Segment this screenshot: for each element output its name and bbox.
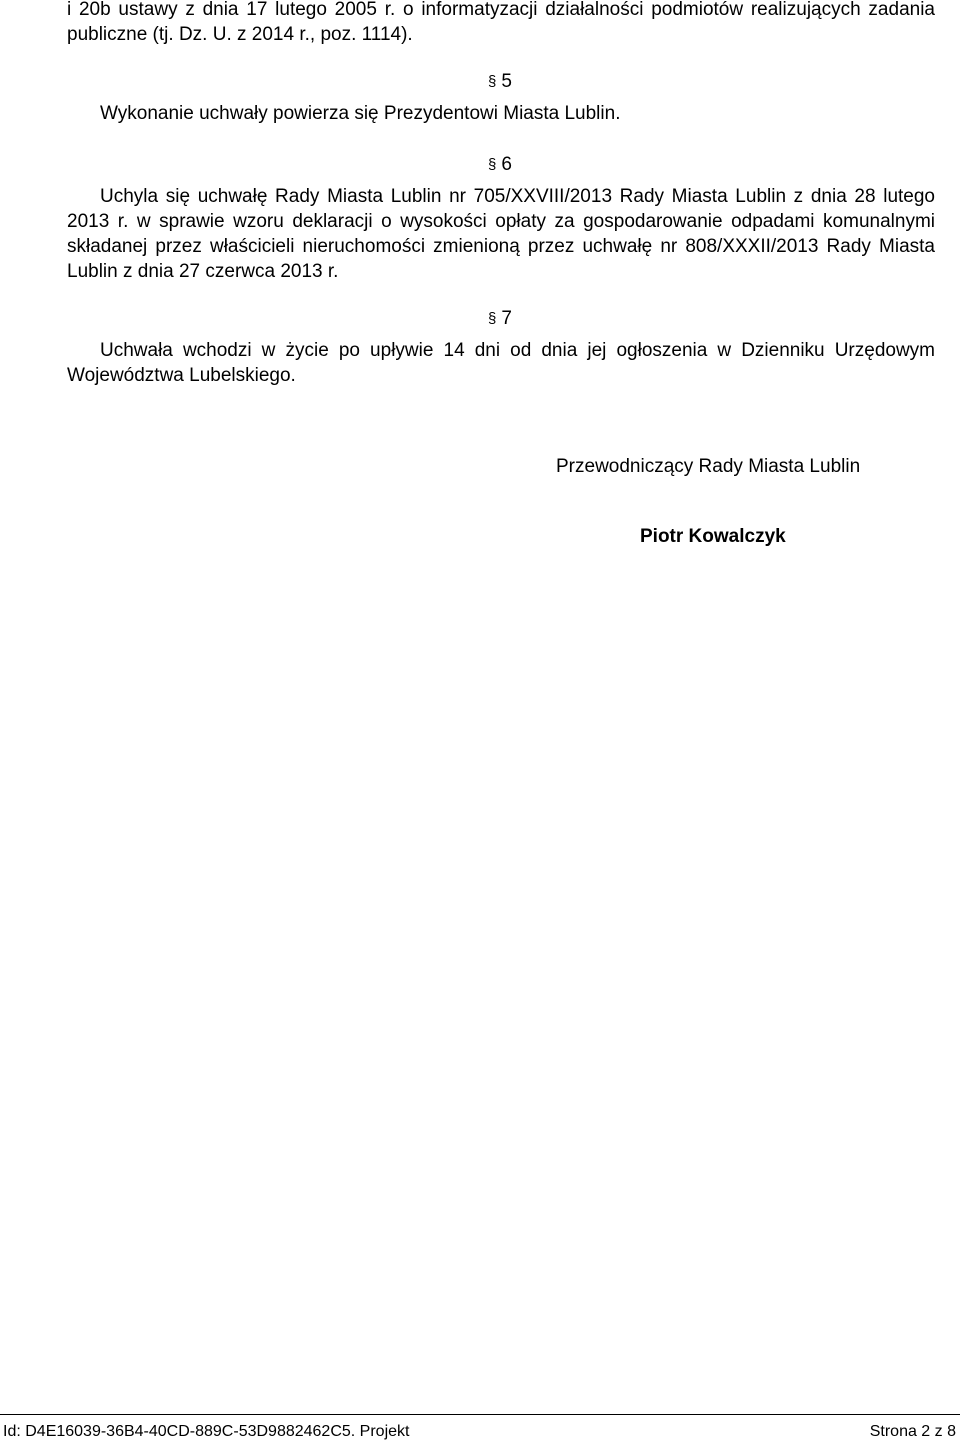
intro-paragraph: i 20b ustawy z dnia 17 lutego 2005 r. o informatyzacji działalności podmiotów realizujących zadania publiczne (tj. Dz. U. z 2014 r., poz. 1114). <box>67 0 935 45</box>
section-5-heading <box>488 69 528 94</box>
section-6-text: Uchyla się uchwałę Rady Miasta Lublin nr 705/XXVIII/2013 Rady Miasta Lublin z dnia 28 lutego 2013 r. w sprawie wzoru deklaracji o wysokości opłaty za gospodarowanie odpadami komunalnymi składanej przez właścicieli nieruchomości zmienioną przez uchwałę nr 808/XXXII/2013 Rady Miasta Lublin z dnia 27 czerwca 2013 r. <box>67 186 935 282</box>
footer-document-id: Id: D4E16039-36B4-40CD-889C-53D9882462C5. Projekt <box>3 1423 410 1440</box>
section-symbol: § <box>488 310 497 327</box>
section-6-heading <box>488 152 528 177</box>
section-7-heading <box>488 306 528 331</box>
footer-divider <box>0 1414 960 1415</box>
section-symbol: § <box>488 156 497 173</box>
signature-role: Przewodniczący Rady Miasta Lublin <box>556 456 861 477</box>
section-number: 6 <box>501 154 512 175</box>
footer-page-number: Strona 2 z 8 <box>869 1423 956 1440</box>
section-7-text: Uchwała wchodzi w życie po upływie 14 dni od dnia jej ogłoszenia w Dzienniku Urzędowym Województwa Lubelskiego. <box>67 340 935 386</box>
section-number: 7 <box>501 308 512 329</box>
section-symbol: § <box>488 73 497 90</box>
section-number: 5 <box>501 71 512 92</box>
signature-name: Piotr Kowalczyk <box>640 526 786 547</box>
section-5-text: Wykonanie uchwały powierza się Prezydentowi Miasta Lublin. <box>100 103 621 124</box>
